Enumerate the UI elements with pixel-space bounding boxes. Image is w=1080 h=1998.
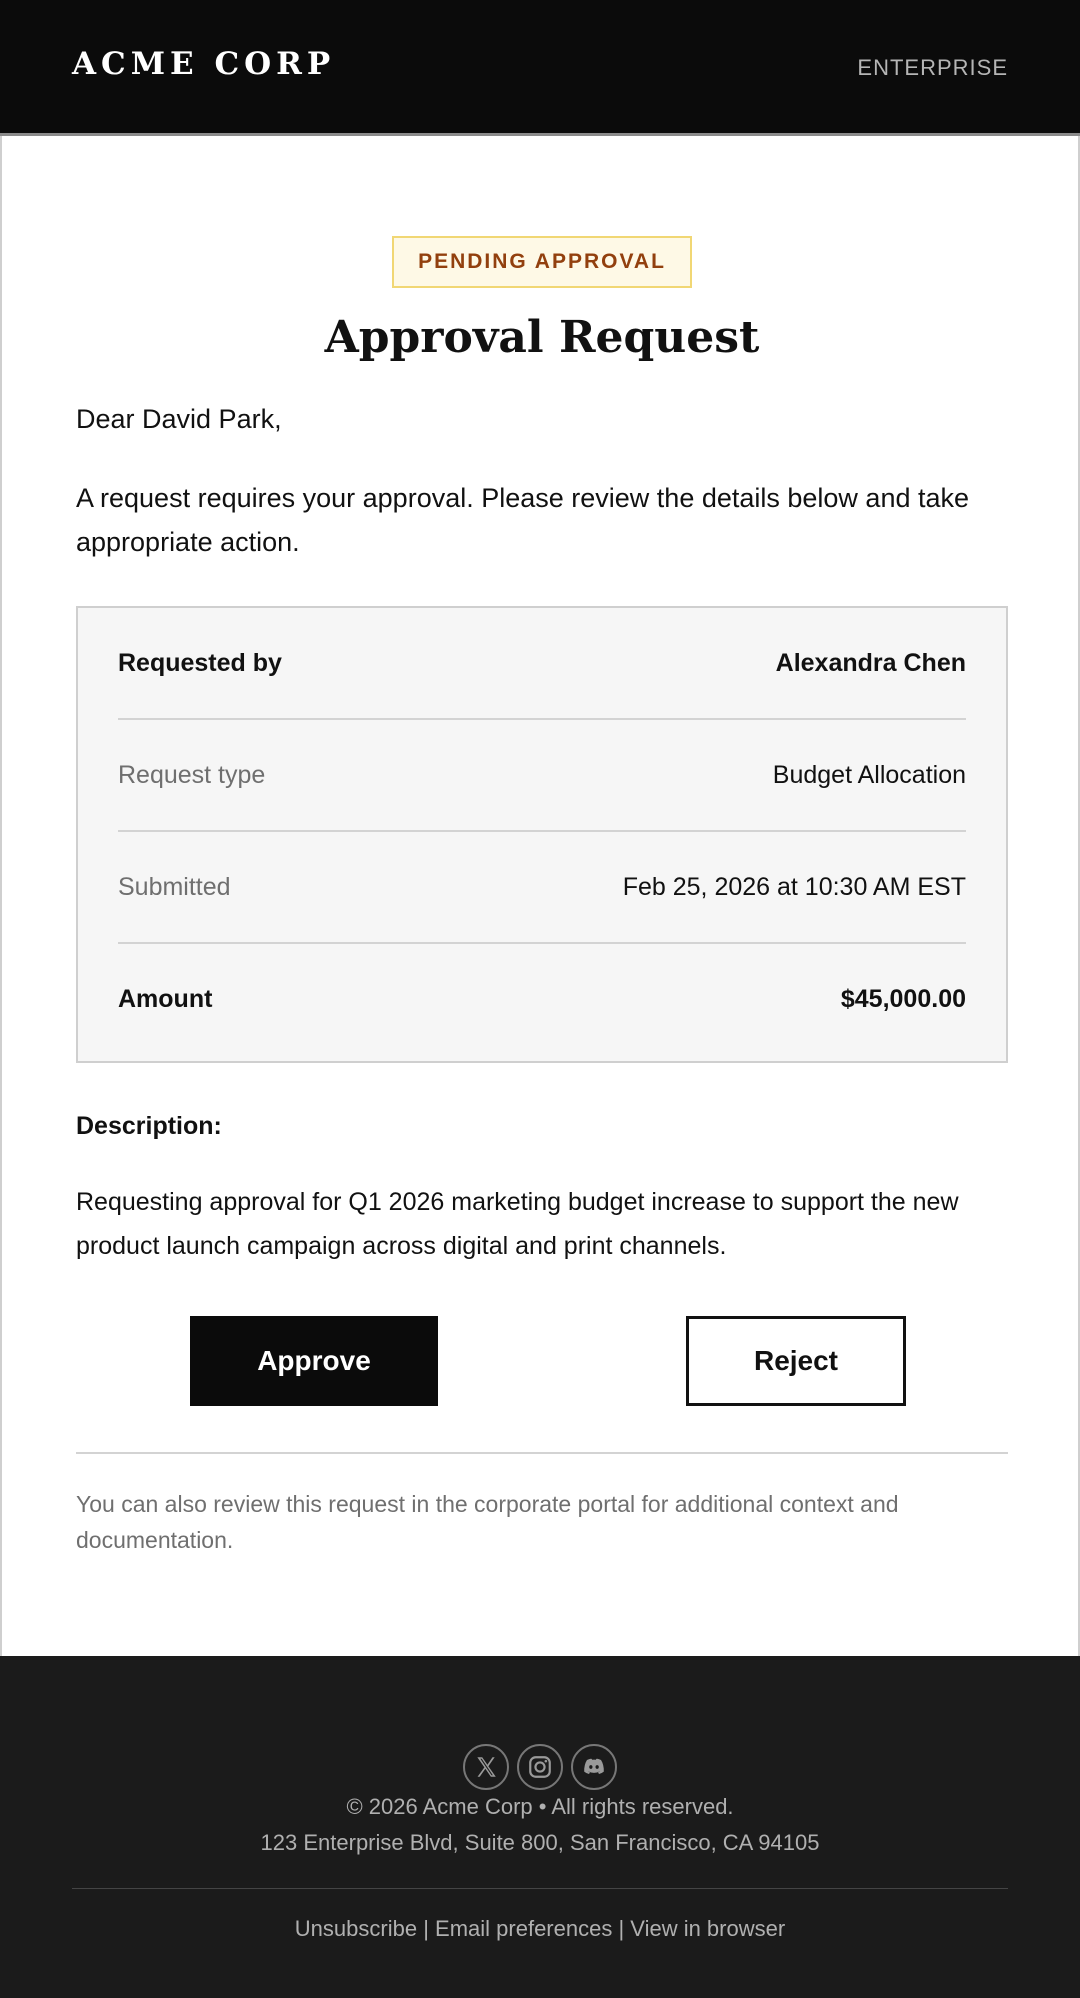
detail-row-requested-by (118, 608, 966, 720)
approve-button[interactable]: Approve (190, 1316, 438, 1406)
instagram-icon[interactable] (517, 1744, 563, 1790)
description-label: Description: (76, 1112, 222, 1140)
x-icon[interactable] (463, 1744, 509, 1790)
description-text: Requesting approval for Q1 2026 marketing budget increase to support the new product launch campaign across digital and print channels. (76, 1188, 959, 1260)
detail-row-request-type (118, 720, 966, 832)
view-in-browser-link[interactable]: View in browser (630, 1916, 786, 1941)
link-separator: | (417, 1916, 436, 1941)
unsubscribe-link[interactable]: Unsubscribe (294, 1916, 418, 1941)
footer-links (0, 1916, 1080, 1942)
detail-label: Requested by (118, 648, 282, 677)
detail-value: Budget Allocation (772, 760, 966, 789)
detail-value: Alexandra Chen (775, 648, 966, 677)
detail-row-submitted (118, 832, 966, 944)
portal-note: You can also review this request in the corporate portal for additional context and documentation. (76, 1491, 899, 1553)
greeting: Dear David Park, (76, 404, 282, 434)
email-body (0, 136, 1080, 1656)
email-preferences-link[interactable]: Email preferences (435, 1916, 613, 1941)
footer-divider (72, 1888, 1008, 1889)
status-badge: PENDING APPROVAL (392, 236, 692, 288)
email-header (0, 0, 1080, 136)
detail-label: Amount (118, 984, 213, 1013)
intro-text: A request requires your approval. Please review the details below and take appropriate action. (76, 483, 970, 557)
social-links (0, 1744, 1080, 1790)
reject-button[interactable]: Reject (686, 1316, 906, 1406)
tier-label: ENTERPRISE (857, 55, 1008, 80)
copyright: © 2026 Acme Corp • All rights reserved. (346, 1794, 734, 1819)
email-footer (0, 1656, 1080, 1998)
page-title: Approval Request (324, 312, 760, 363)
request-details-card (76, 606, 1008, 1063)
detail-label: Request type (118, 760, 266, 789)
detail-row-amount (118, 944, 966, 1054)
detail-value: Feb 25, 2026 at 10:30 AM EST (622, 872, 966, 901)
discord-icon[interactable] (571, 1744, 617, 1790)
detail-label: Submitted (118, 872, 231, 901)
detail-value: $45,000.00 (840, 984, 966, 1013)
address: 123 Enterprise Blvd, Suite 800, San Francisco, CA 94105 (260, 1830, 820, 1855)
divider (76, 1452, 1008, 1454)
brand-logo: ACME CORP (72, 46, 336, 82)
link-separator: | (612, 1916, 631, 1941)
